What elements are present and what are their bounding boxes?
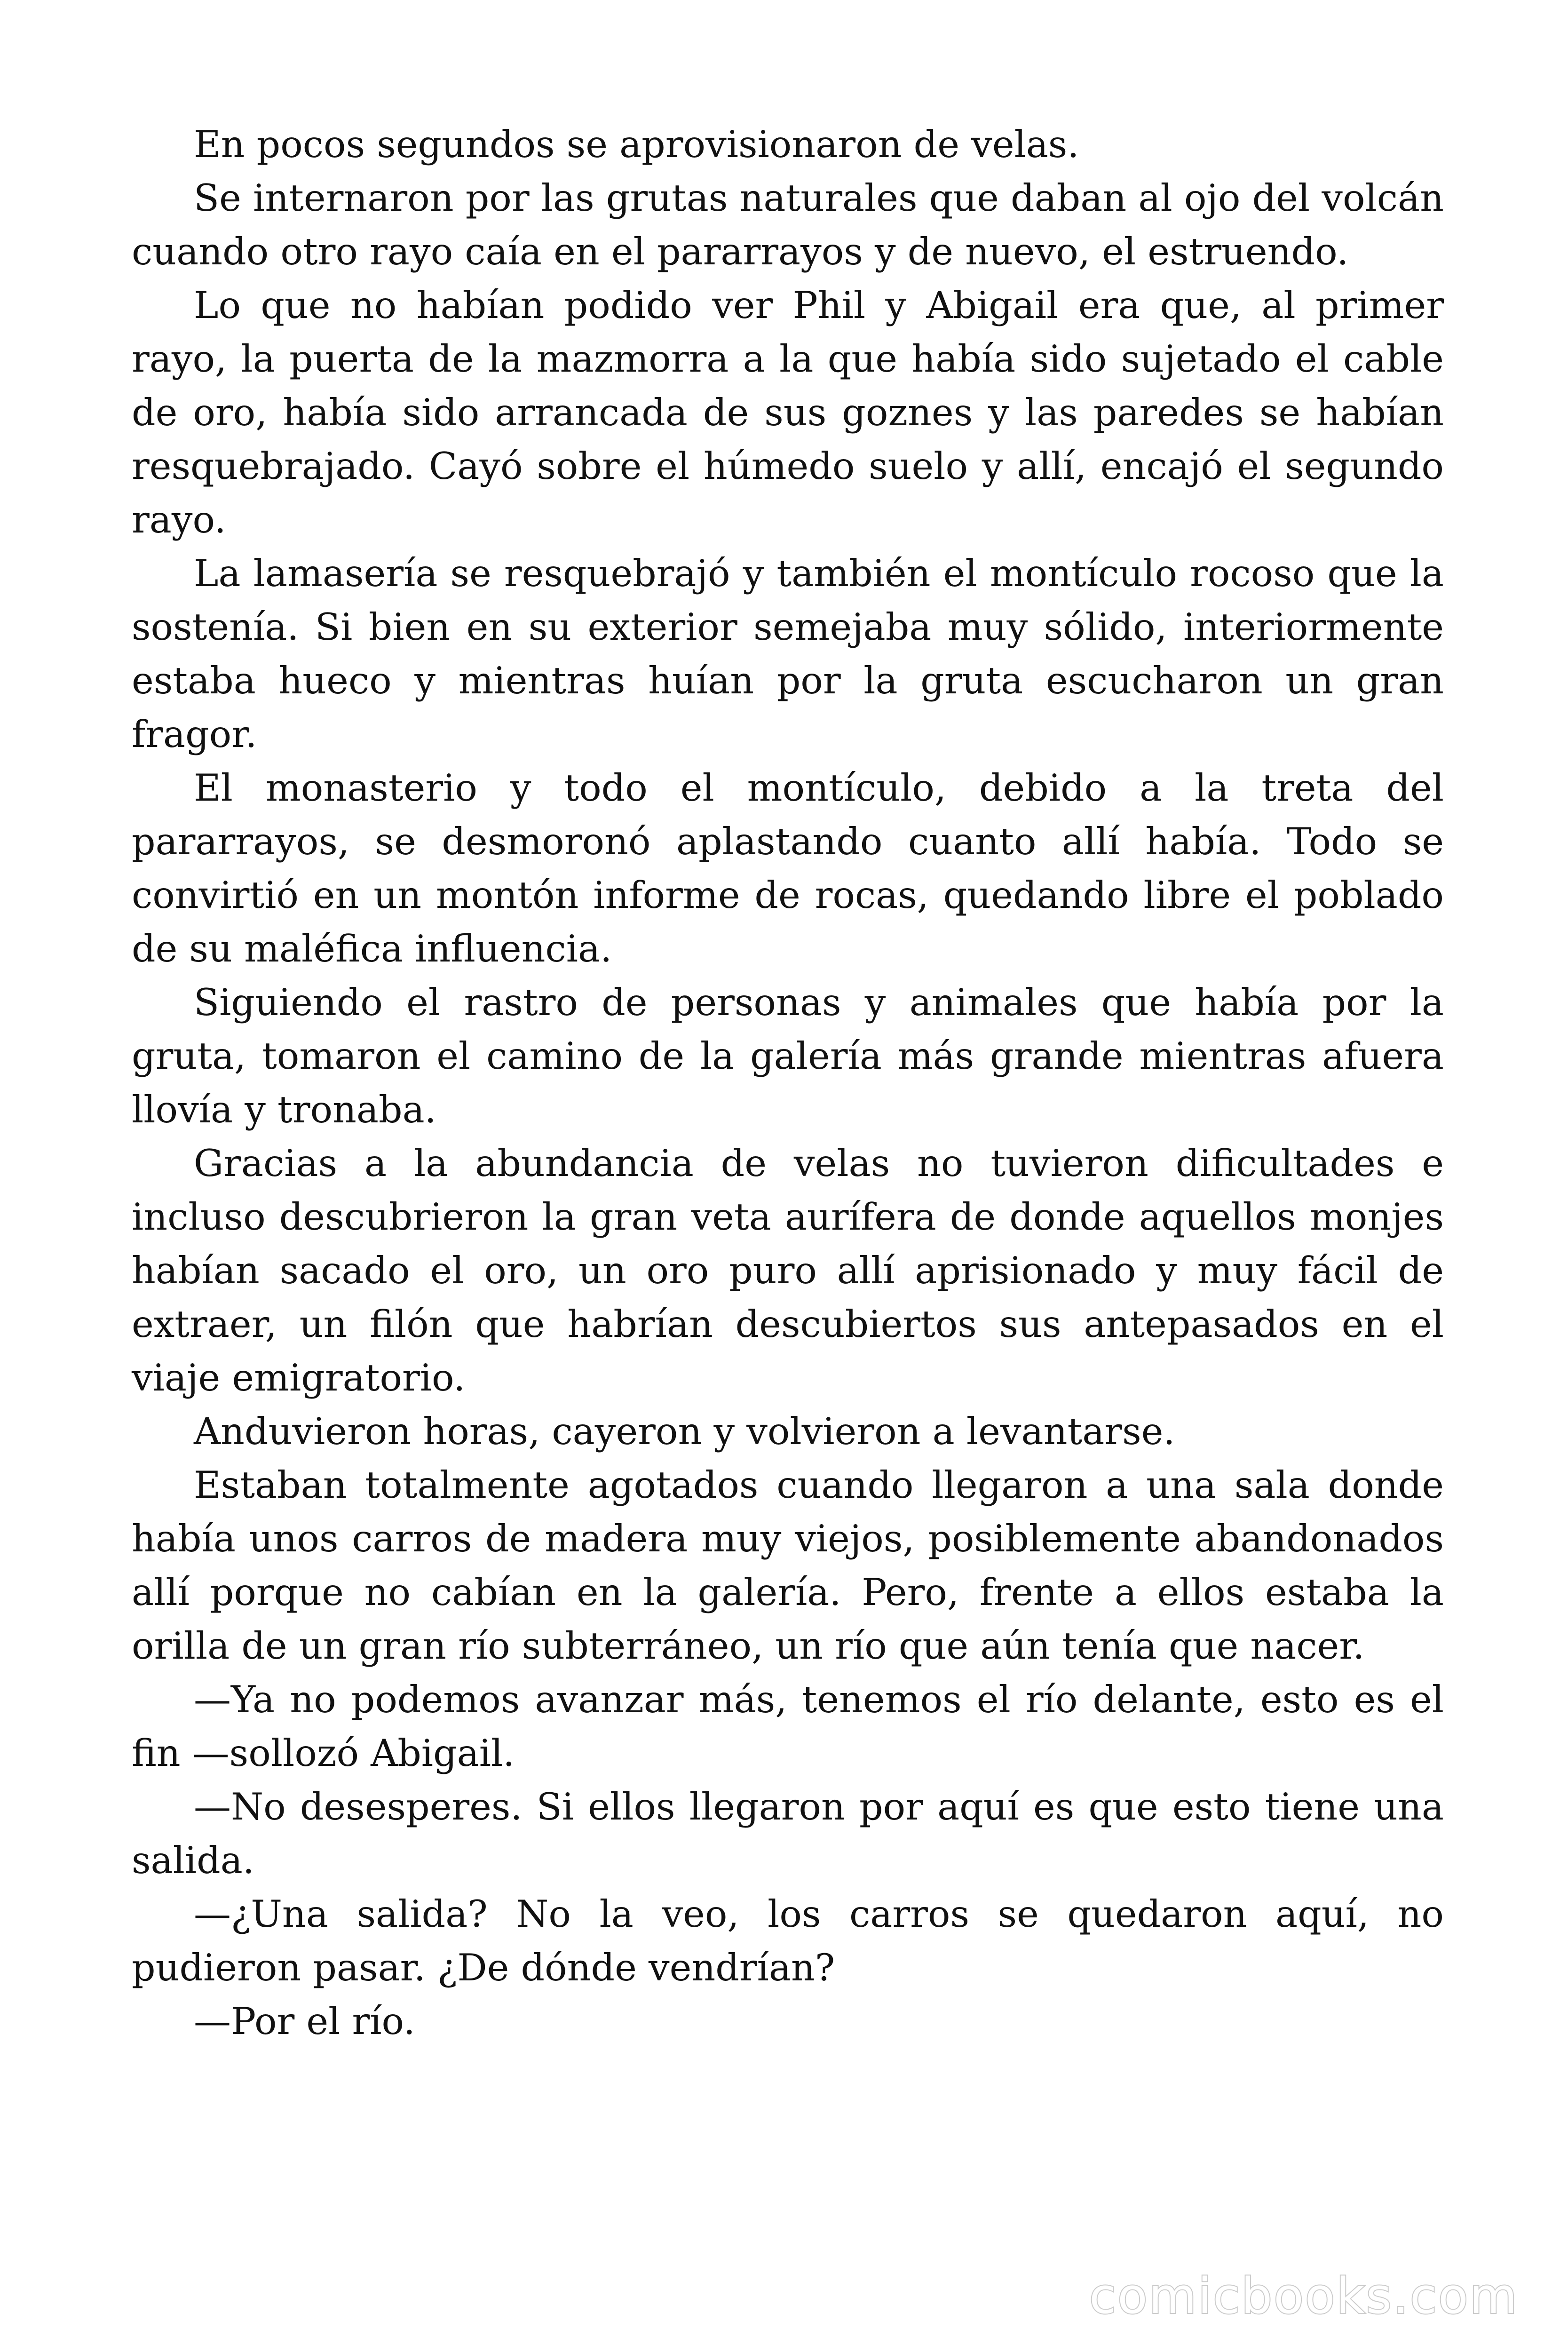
paragraph: Se internaron por las grutas naturales que daban al ojo del volcán cuando otro rayo caía en el pararrayos y de nuevo, el estruendo. (132, 176, 1444, 273)
paragraph: Siguiendo el rastro de personas y animales que había por la gruta, tomaron el camino de la galería más grande mientras afuera llovía y tronaba. (132, 981, 1444, 1131)
paragraph: Lo que no habían podido ver Phil y Abigail era que, al primer rayo, la puerta de la mazmorra a la que había sido sujetado el cable de oro, había sido arrancada de sus goznes y las paredes se habían resquebrajado. Cayó sobre el húmedo suelo y allí, encajó el segundo rayo. (132, 284, 1444, 541)
paragraph: Gracias a la abundancia de velas no tuvieron dificultades e incluso descubrieron la gran veta aurífera de donde aquellos monjes habían sacado el oro, un oro puro allí aprisionado y muy fácil de extraer, un filón que habrían descubiertos sus antepasados en el viaje emigratorio. (132, 1142, 1444, 1399)
dialogue-line: —Por el río. (194, 2000, 415, 2043)
dialogue-line: —Ya no podemos avanzar más, tenemos el río delante, esto es el fin —sollozó Abigail. (132, 1678, 1444, 1775)
book-page (132, 118, 1444, 2234)
dialogue-line: —¿Una salida? No la veo, los carros se quedaron aquí, no pudieron pasar. ¿De dónde vendrían? (132, 1892, 1444, 1989)
watermark: comicbooks.com (1089, 2267, 1519, 2325)
paragraph: El monasterio y todo el montículo, debido a la treta del pararrayos, se desmoronó aplastando cuanto allí había. Todo se convirtió en un montón informe de rocas, quedando libre el poblado de su maléfica influencia. (132, 766, 1444, 970)
paragraph: La lamasería se resquebrajó y también el montículo rocoso que la sostenía. Si bien en su exterior semejaba muy sólido, interiormente estaba hueco y mientras huían por la gruta escucharon un gran fragor. (132, 552, 1444, 756)
paragraph: Estaban totalmente agotados cuando llegaron a una sala donde había unos carros de madera muy viejos, posiblemente abandonados allí porque no cabían en la galería. Pero, frente a ellos estaba la orilla de un gran río subterráneo, un río que aún tenía que nacer. (132, 1463, 1444, 1668)
dialogue-line: —No desesperes. Si ellos llegaron por aquí es que esto tiene una salida. (132, 1785, 1444, 1882)
paragraph: Anduvieron horas, cayeron y volvieron a levantarse. (194, 1410, 1175, 1453)
paragraph: En pocos segundos se aprovisionaron de velas. (194, 123, 1079, 166)
